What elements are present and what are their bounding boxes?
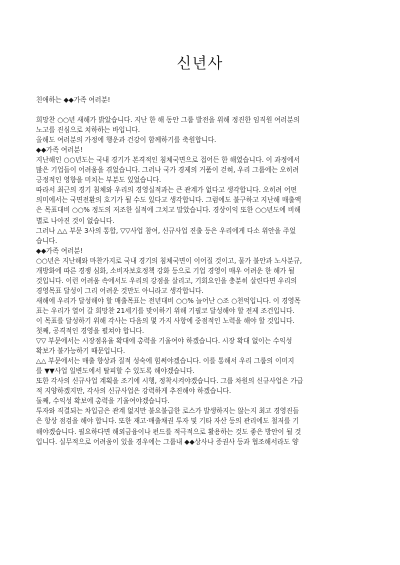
- text-line: 해야겠습니다. 필요하다면 해외금융이나 펀드를 적극적으로 활용하는 것도 좋은 방안이 될 것: [36, 427, 302, 436]
- text-line: 습니다.: [36, 236, 58, 245]
- text-line: 둘째, 수익성 확보에 총력을 기울여야겠습니다.: [36, 397, 170, 406]
- text-line: 경영목표 달성이 그리 어려운 것만도 아니라고 생각합니다.: [36, 286, 204, 295]
- text-line: 그러나 △△ 부문 3사의 통합, ▽▽사업 참여, 신규사업 진출 등은 우리에게 다소 위안을 주었: [36, 226, 296, 235]
- text-line: ◆◆가족 여러분!: [36, 146, 83, 155]
- text-line: 적 지양하겠지만, 각사의 신규사업은 강력하게 추진해야 하겠습니다.: [36, 387, 232, 396]
- document-title: 신년사: [176, 54, 224, 72]
- text-line: 별로 나아진 것이 없습니다.: [36, 216, 115, 225]
- text-line: 이 목표를 달성하기 위해 각사는 다음의 몇 가지 사항에 중점적인 노력을 해야 할 것입니다.: [36, 316, 295, 325]
- salutation: 친애하는 ◆◆가족 여러분!: [36, 96, 111, 104]
- text-line: 많은 기업들이 어려움을 겪었습니다. 그러나 국가 경제의 거품이 걷혀, 우리 그룹에는 오히려: [36, 166, 299, 175]
- text-line: ◆◆가족 여러분!: [36, 246, 83, 255]
- text-line: 노고를 진심으로 치하하는 바입니다.: [36, 126, 140, 135]
- paragraph-outlook: [36, 246, 364, 447]
- document-body: [36, 95, 364, 447]
- paragraph-review: [36, 145, 364, 245]
- text-line: 개방화에 따른 경쟁 심화, 소비자보호정책 강화 등으로 기업 경영이 매우 어려운 한 해가 될: [36, 266, 295, 275]
- text-line: 긍정적인 영향을 미치는 부분도 있었습니다.: [36, 176, 162, 185]
- text-line: 첫째, 공격적인 경영을 펼쳐야 합니다.: [36, 327, 145, 336]
- text-line: 올해도 여러분의 가정에 행운과 건강이 함께하기를 축원합니다.: [36, 136, 217, 145]
- text-line: 것입니다. 이런 어려움 속에서도 우리의 강점을 살리고, 기회요인을 충분히 살린다면 우리의: [36, 276, 297, 285]
- text-line: 새해에 우리가 달성해야 할 매출목표는 전년대비 ○○% 늘어난 ○조 ○천억입니다. 이 경영목: [36, 296, 301, 305]
- text-line: 희망찬 ○○년 새해가 밝았습니다. 지난 한 해 동안 그룹 발전을 위해 정진한 임직원 여러분의: [36, 116, 300, 125]
- text-line: ▽▽ 부문에서는 시장점유율 확대에 총력을 기울여야 하겠습니다. 시장 확대 없이는 수익성: [36, 337, 293, 346]
- text-line: 또한 각사의 신규사업 계획을 조기에 시행, 정착시켜야겠습니다. 그룹 차원의 신규사업은 가급: [36, 377, 304, 386]
- text-line: 의미에서는 국면전환의 호기가 될 수도 있다고 생각합니다. 그럼에도 불구하고 지난해 매출액: [36, 196, 302, 205]
- paragraph-gap: [36, 105, 364, 115]
- text-line: 지난해인 ○○년도는 국내 경기가 본격적인 침체국면으로 접어든 한 해였습니다. 이 과정에서: [36, 156, 300, 165]
- text-line: 따라서 최근의 경기 침체와 우리의 경영실적과는 큰 관계가 없다고 생각합니다. 오히려 어떤: [36, 186, 297, 195]
- text-line: 확보가 불가능하기 때문입니다.: [36, 347, 126, 356]
- text-line: △△ 부문에서는 매출 향상과 질적 성숙에 힘써야겠습니다. 이를 통해서 우리 그룹의 이미지: [36, 357, 295, 366]
- text-line: ○○년은 지난해와 마찬가지로 국내 경기의 침체국면이 이어질 것이고, 물가 불안과 노사분규,: [36, 256, 302, 265]
- paragraph-greeting: [36, 115, 364, 145]
- text-line: 입니다. 실무적으로 어려움이 있을 경우에는 그룹내 ◆◆상사나 증권사 등과 협조해서라도 양: [36, 437, 299, 446]
- text-line: 표는 우리가 열어 갈 희망찬 21세기를 맞이하기 위해 기필코 달성해야 할 전제 조건입니다.: [36, 306, 295, 315]
- text-line: 를 ▼▼사업 일변도에서 탈피할 수 있도록 해야겠습니다.: [36, 367, 195, 376]
- text-line: 투자와 직결되는 차입금은 관계 없지만 불요불급한 로스가 발생하지는 않는지 최고 경영진들: [36, 407, 300, 416]
- text-line: 은 항상 점검을 해야 합니다. 또한 재고·매출채권 투자 및 기타 자산 등의 관리에도 철저를 기: [36, 417, 299, 426]
- text-line: 은 목표대비 ○○% 정도의 저조한 실적에 그치고 말았습니다. 경상이익 또한 ○○년도에 비해: [36, 206, 301, 215]
